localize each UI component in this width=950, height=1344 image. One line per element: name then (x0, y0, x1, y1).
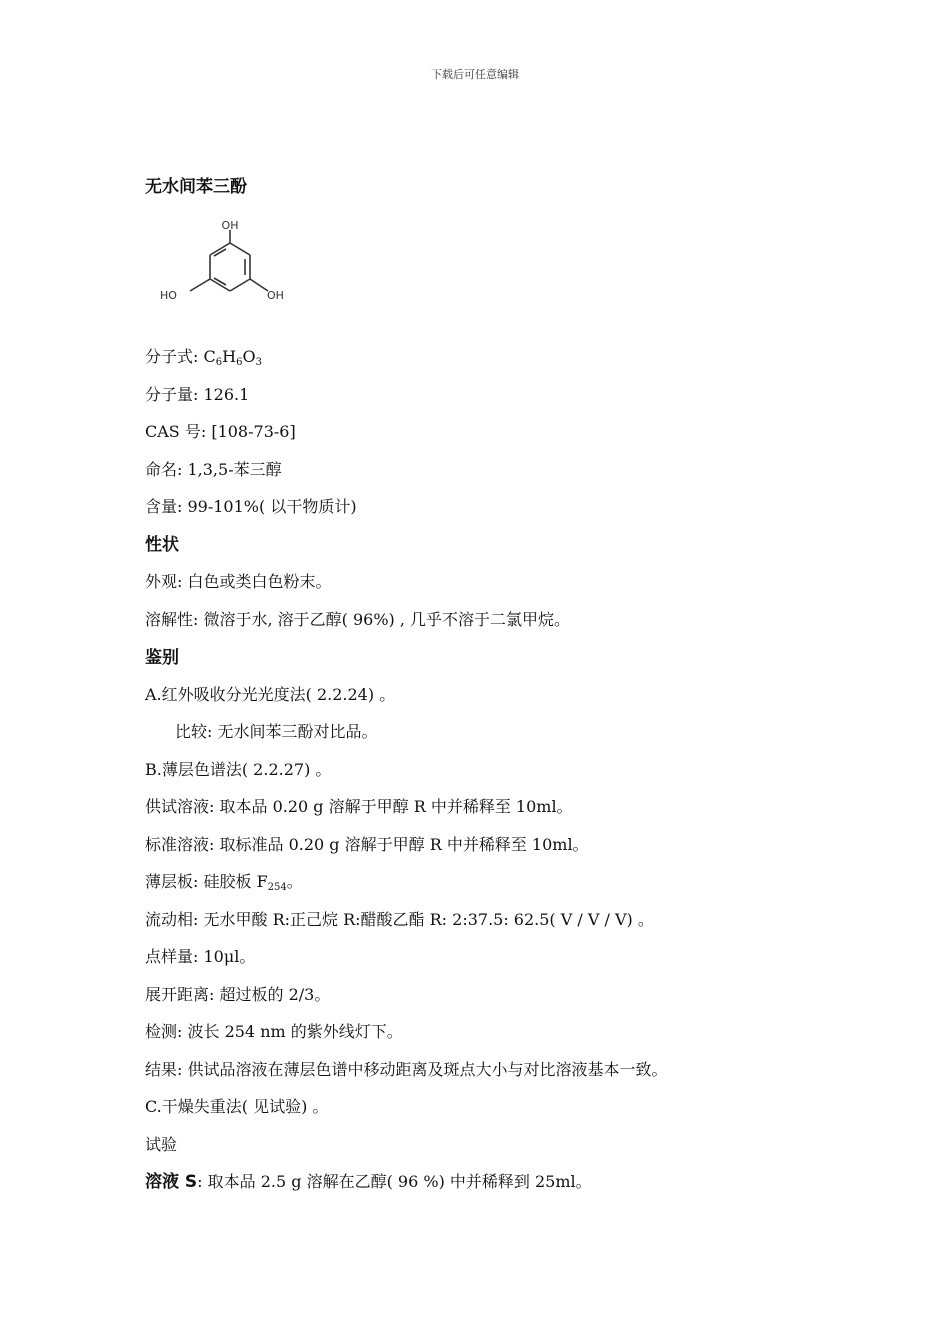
formula-h: H (222, 347, 237, 366)
formula-c: C (203, 347, 216, 366)
identification-b: B.薄层色谱法( 2.2.27) 。 (145, 760, 332, 779)
oh-bond-right (250, 279, 268, 291)
molecular-weight: 分子量: 126.1 (145, 385, 250, 404)
tlc-plate-subscript: 254 (267, 882, 287, 893)
formula-o: O (242, 347, 256, 366)
double-bond (214, 249, 226, 256)
formula-h-count: 6 (236, 357, 243, 368)
identification-a-comparison: 比较: 无水间苯三酚对比品。 (175, 722, 378, 741)
reference-solution: 标准溶液: 取标准品 0.20 g 溶解于甲醇 R 中并稀释至 10ml。 (145, 835, 589, 854)
tlc-plate-end: 。 (286, 872, 303, 891)
molecular-formula (145, 347, 262, 373)
double-bond (214, 278, 226, 285)
phloroglucinol-structure-diagram (155, 218, 295, 308)
identification-c: C.干燥失重法( 见试验) 。 (145, 1097, 329, 1116)
test-solution: 供试溶液: 取本品 0.20 g 溶解于甲醇 R 中并稀释至 10ml。 (145, 797, 573, 816)
solution-s-text: : 取本品 2.5 g 溶解在乙醇( 96 %) 中并稀释到 25ml。 (197, 1172, 592, 1191)
solution-s-label: 溶液 S (145, 1172, 198, 1192)
oh-bond-left (190, 279, 210, 291)
spot-volume: 点样量: 10μl。 (145, 947, 256, 966)
chemical-name: 命名: 1,3,5-苯三醇 (145, 460, 282, 479)
ring-bond (230, 279, 250, 291)
formula-o-count: 3 (255, 357, 262, 368)
solubility: 溶解性: 微溶于水, 溶于乙醇( 96%) , 几乎不溶于二氯甲烷。 (145, 610, 571, 629)
benzene-ring (190, 230, 268, 291)
section-heading-identification: 鉴别 (145, 648, 179, 668)
section-heading-tests: 试验 (145, 1135, 178, 1154)
formula-c-count: 6 (215, 357, 223, 368)
mobile-phase: 流动相: 无水甲酸 R:正己烷 R:醋酸乙酯 R: 2:37.5: 62.5( V / V / V) 。 (145, 910, 654, 929)
tlc-plate (145, 872, 303, 898)
page-header: 下载后可任意编辑 (431, 68, 519, 81)
document-title: 无水间苯三酚 (145, 177, 247, 197)
result: 结果: 供试品溶液在薄层色谱中移动距离及斑点大小与对比溶液基本一致。 (145, 1060, 668, 1079)
ring-bond (230, 243, 250, 255)
assay-content: 含量: 99-101%( 以干物质计) (145, 497, 357, 516)
identification-a: A.红外吸收分光光度法( 2.2.24) 。 (145, 685, 396, 704)
solution-s (145, 1172, 592, 1192)
development-distance: 展开距离: 超过板的 2/3。 (145, 985, 331, 1004)
label-ho-left: HO (160, 289, 177, 302)
cas-number: CAS 号: [108-73-6] (145, 422, 296, 441)
label-oh-top: OH (221, 219, 239, 232)
label-oh-right: OH (267, 289, 284, 302)
detection: 检测: 波长 254 nm 的紫外线灯下。 (145, 1022, 403, 1041)
tlc-plate-label: 薄层板: 硅胶板 F (145, 872, 268, 891)
section-heading-properties: 性状 (145, 535, 179, 555)
formula-label: 分子式: (145, 347, 204, 366)
appearance: 外观: 白色或类白色粉末。 (145, 572, 332, 591)
